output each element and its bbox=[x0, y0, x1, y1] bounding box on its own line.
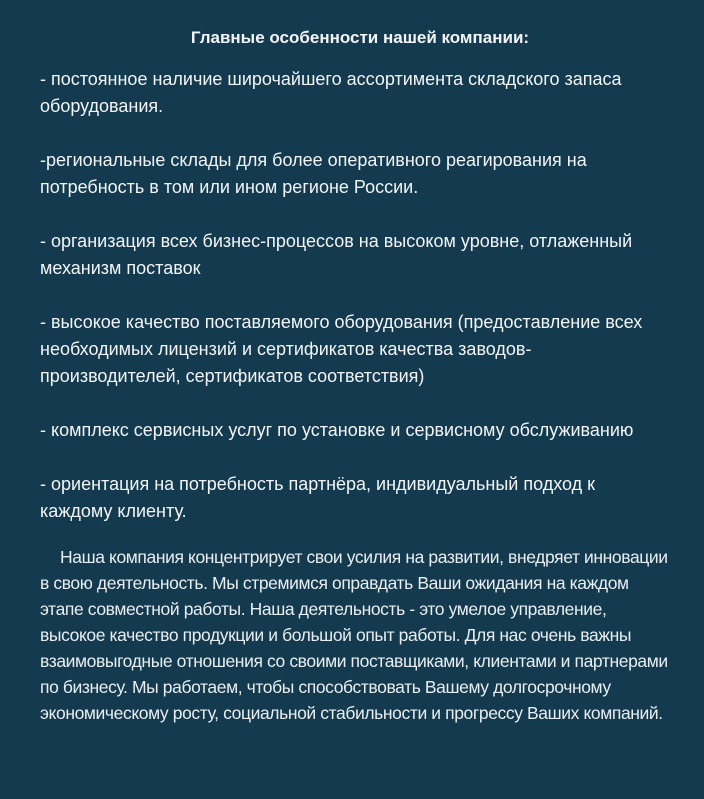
feature-item: -региональные склады для более оперативного реагирования на потребность в том или ином регионе России. bbox=[40, 150, 587, 197]
section-title: Главные особенности нашей компании: bbox=[190, 28, 530, 47]
feature-item: - комплекс сервисных услуг по установке и сервисному обслуживанию bbox=[40, 420, 634, 440]
feature-item: - постоянное наличие широчайшего ассортимента складского запаса оборудования. bbox=[40, 69, 622, 116]
feature-item: - ориентация на потребность партнёра, индивидуальный подход к каждому клиенту. bbox=[40, 474, 595, 521]
feature-item: - высокое качество поставляемого оборудования (предоставление всех необходимых лицензий и сертификатов качества заводов-производителей, сертификатов соответствия) bbox=[40, 312, 643, 386]
company-description: Наша компания концентрирует свои усилия на развитии, внедряет инновации в свою деятельность. Мы стремимся оправдать Ваши ожидания на каждом этапе совместной работы. Наша деятельность - это умелое управление, высокое качество продукции и большой опыт работы. Для нас очень важны взаимовыгодные отношения со своими поставщиками, клиентами и партнерами по бизнесу. Мы работаем, чтобы способствовать Вашему долгосрочному экономическому росту, социальной стабильности и прогрессу Ваших компаний. bbox=[40, 547, 668, 723]
feature-item: - организация всех бизнес-процессов на высоком уровне, отлаженный механизм поставок bbox=[40, 231, 633, 278]
features-list bbox=[40, 66, 670, 525]
